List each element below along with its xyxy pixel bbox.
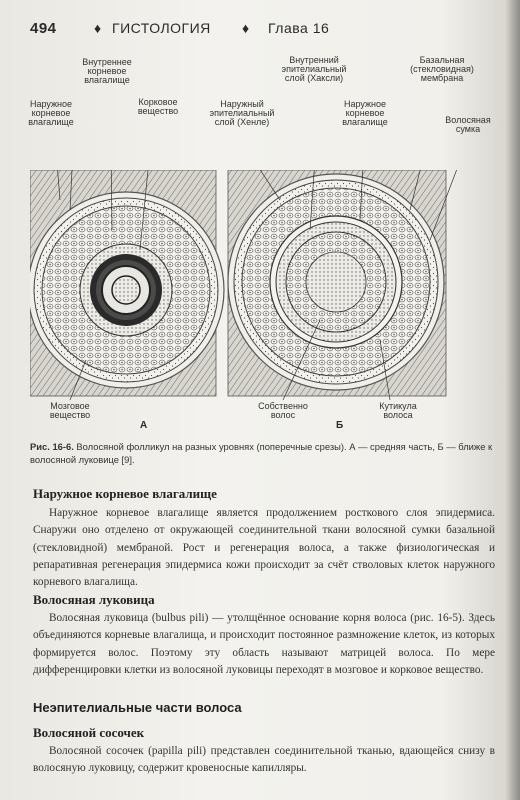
label-medulla: Мозговое вещество bbox=[49, 401, 91, 420]
caption-text: Волосяной фолликул на разных уровнях (поперечные срезы). А — средняя часть, Б — ближе к волосяной луковице [9]. bbox=[30, 441, 493, 465]
separator-diamond: ♦ bbox=[242, 20, 250, 36]
book-title: ГИСТОЛОГИЯ bbox=[112, 20, 211, 36]
label-outer-epithelial-layer: Наружный эпителиальный слой (Хенле) bbox=[209, 99, 275, 127]
section-heading: Наружное корневое влагалище bbox=[33, 486, 217, 501]
separator-diamond: ♦ bbox=[94, 20, 102, 36]
follicle-illustration bbox=[30, 170, 502, 402]
label-hair-bag: Волосяная сумка bbox=[445, 115, 491, 134]
section-heading: Волосяной сосочек bbox=[33, 725, 145, 740]
label-cortex: Корковое вещество bbox=[137, 97, 179, 116]
label-hair-proper: Собственно волос bbox=[258, 401, 308, 420]
section-heading: Волосяная луковица bbox=[33, 592, 155, 607]
label-outer-root-sheath-a: Наружное корневое влагалище bbox=[28, 99, 74, 127]
book-gutter-shadow bbox=[506, 0, 520, 800]
running-head bbox=[30, 20, 500, 44]
section-heading: Неэпителиальные части волоса bbox=[33, 700, 242, 715]
label-inner-root-sheath: Внутреннее корневое влагалище bbox=[82, 57, 132, 85]
caption-prefix: Рис. 16-6. bbox=[30, 441, 74, 452]
label-outer-root-sheath-b: Наружное корневое влагалище bbox=[342, 99, 388, 127]
label-inner-epithelial-layer: Внутренний эпителиальный слой (Хаксли) bbox=[281, 55, 347, 83]
page-number: 494 bbox=[30, 20, 57, 37]
section-paragraph: Наружное корневое влагалище является продолжением росткового слоя эпидермиса. Снаружи оно отделено от окружающей соединительной ткани волосяной сумки базальной (стекловидной) мембраной. Рост и регенерация волоса, а также физиологическая и репаративная регенерация эпидермиса кожи происходит за счёт стволовых клеток наружного корневого влагалища. bbox=[33, 507, 495, 589]
figure-caption bbox=[30, 440, 500, 466]
section-paragraph: Волосяная луковица (bulbus pili) — утолщённое основание корня волоса (рис. 16-5). Здесь объединяются корневые влагалища, и происходит постоянное размножение клеток, из которых формируется волос. Поэтому эту область называют матрицей волоса. По мере дифференцировки клетки из волосяной луковицы переходят в мозговое и корковое вещество. bbox=[33, 612, 495, 676]
label-cuticle: Кутикула волоса bbox=[379, 401, 417, 420]
panel-letter-b: Б bbox=[336, 420, 344, 431]
section-paragraph: Волосяной сосочек (papilla pili) представлен соединительной тканью, вдающейся снизу в волосяную луковицу, содержит кровеносные капилляры. bbox=[33, 745, 495, 775]
label-basal-membrane: Базальная (стекловидная) мембрана bbox=[410, 55, 474, 83]
panel-a-drawing bbox=[30, 170, 224, 396]
chapter-label: Глава 16 bbox=[268, 20, 330, 36]
panel-b-drawing bbox=[228, 170, 446, 396]
panel-letter-a: А bbox=[140, 420, 148, 431]
